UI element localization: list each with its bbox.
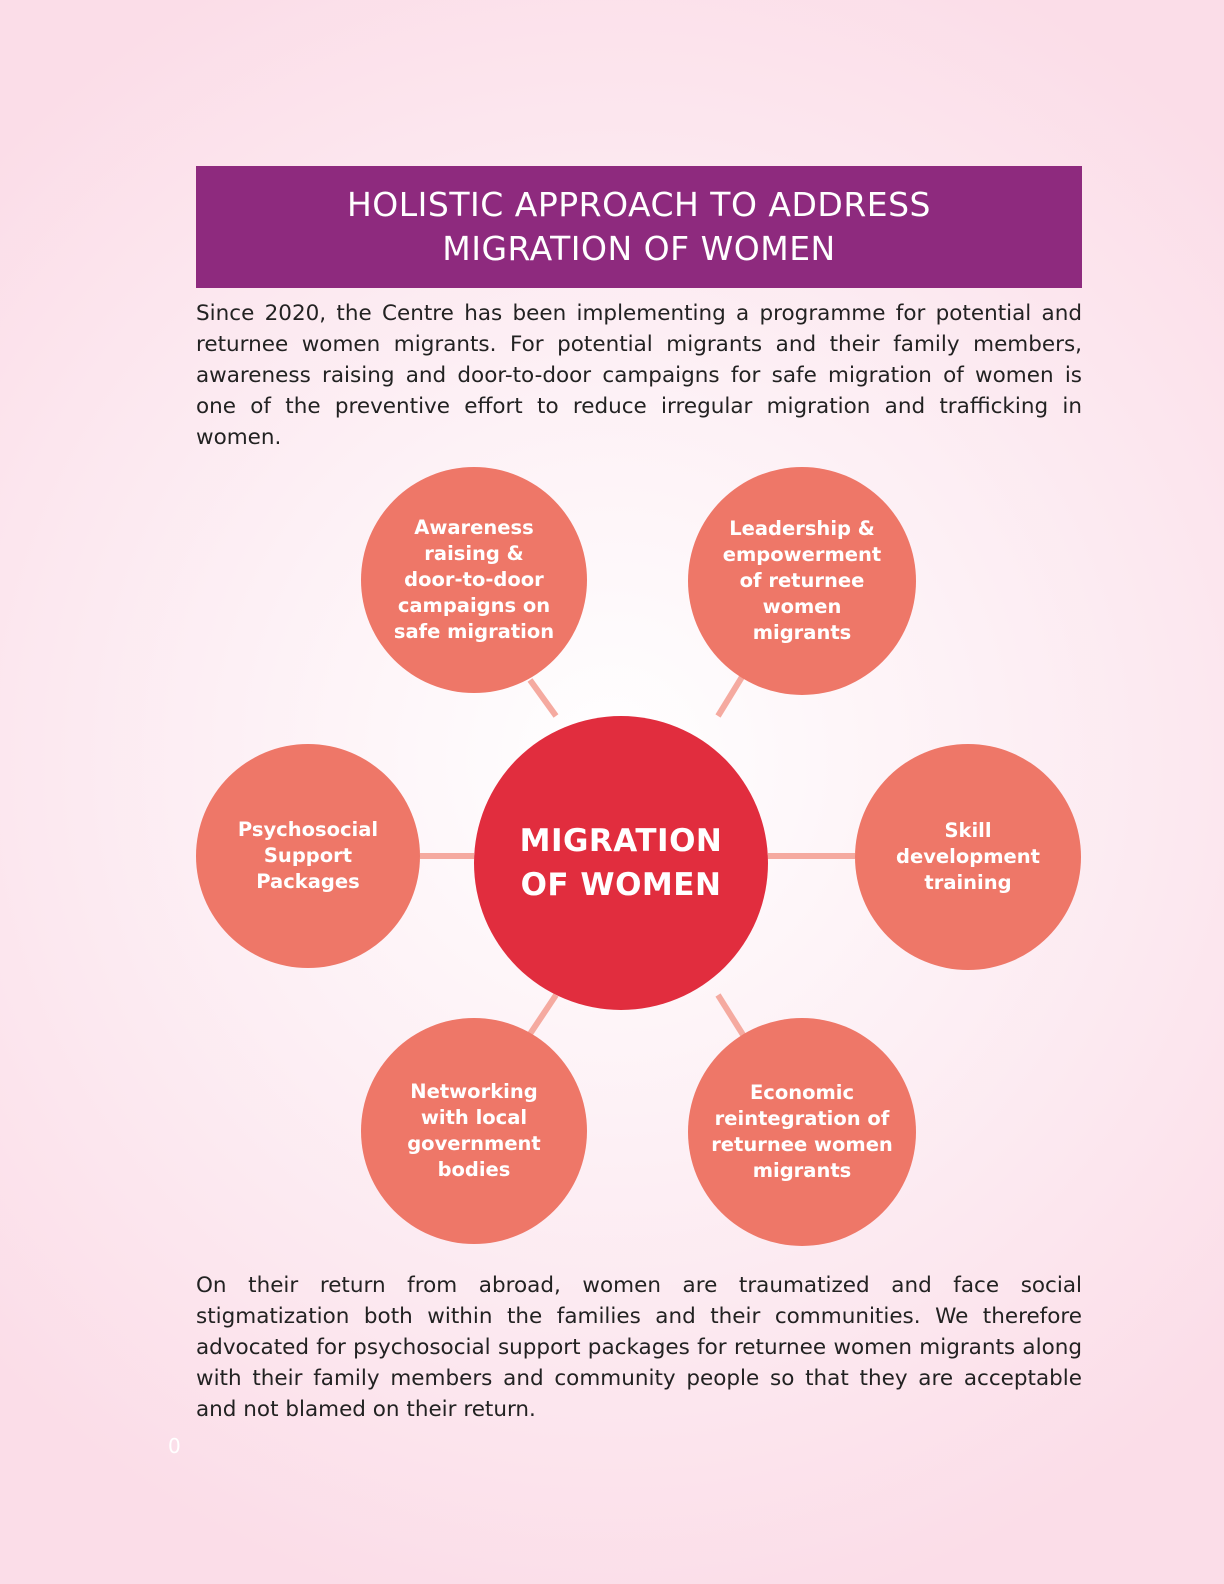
center-node [474,716,768,1010]
node-awareness [361,467,587,693]
intro-paragraph: Since 2020, the Centre has been implementing a programme for potential and returnee women migrants. For potential migrants and their family members, awareness raising and door-to-door campaigns for safe migration of women is one of the preventive effort to reduce irregular migration and trafficking in women. [196,301,1082,450]
node-economic [688,1018,916,1246]
connector-networking [530,995,556,1034]
connector-awareness [530,680,556,716]
node-economic-label: Economic reintegration of returnee women migrants [711,1081,893,1182]
connector-leadership [718,672,745,716]
center-node-label: MIGRATION OF WOMEN [519,823,723,903]
connector-economic [718,995,745,1038]
node-skill [855,744,1081,970]
node-leadership [688,467,916,695]
node-psychosocial [196,744,420,968]
outro-paragraph: On their return from abroad, women are traumatized and face social stigmatization both within the families and their communities. We therefore advocated for psychosocial support packages for returnee women migrants along with their family members and community people so that they are acceptable and not blamed on their return. [196,1273,1082,1422]
node-networking [361,1018,587,1244]
node-leadership-label: Leadership & empowerment of returnee women migrants [722,517,882,644]
node-awareness-label: Awareness raising & door-to-door campaigns on safe migration [393,516,555,643]
node-psychosocial-label: Psychosocial Support Packages [237,818,379,893]
page-title: HOLISTIC APPROACH TO ADDRESS MIGRATION OF WOMEN [346,185,931,268]
page-number: 0 [168,1434,181,1458]
node-networking-label: Networking with local government bodies [407,1080,541,1181]
node-skill-label: Skill development training [896,819,1040,894]
